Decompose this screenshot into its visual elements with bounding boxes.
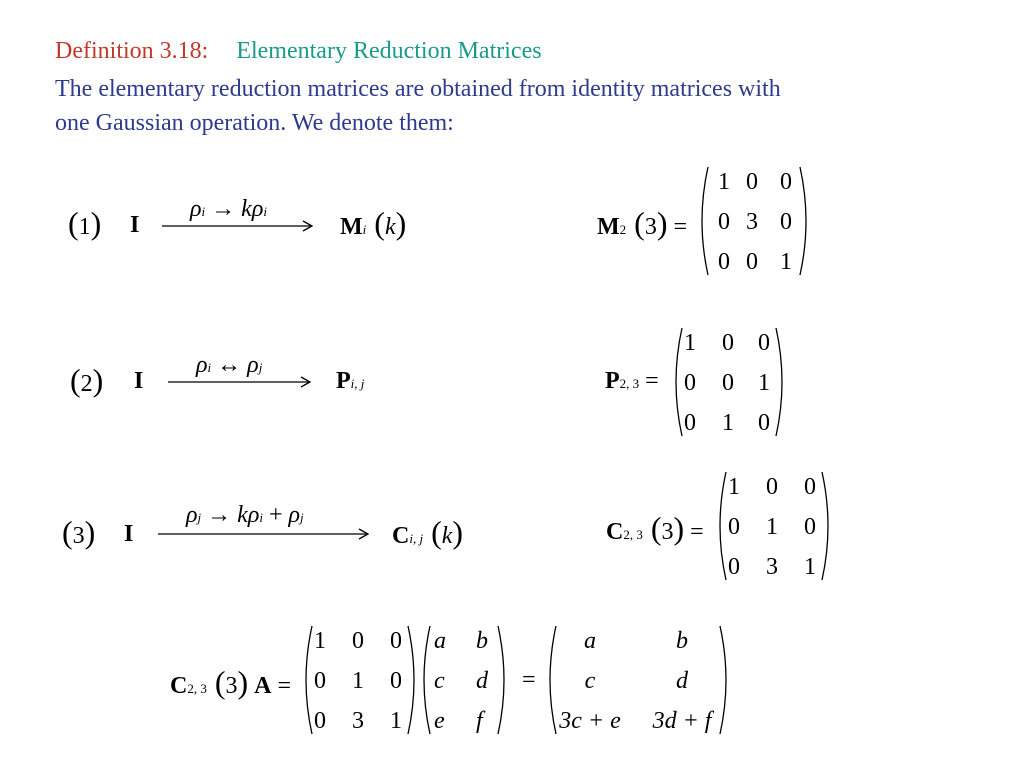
example-1-matrix [696, 165, 816, 277]
m3-r2c1: 3 [766, 554, 778, 580]
example-3-matrix [714, 470, 836, 582]
pa-r0c0: a [434, 628, 446, 654]
example-2-lhs: P2, 3 = [605, 368, 659, 394]
m3-r0c2: 0 [804, 474, 816, 500]
pc-r1c2: 0 [390, 668, 402, 694]
m3-r1c0: 0 [728, 514, 740, 540]
m1-r0c2: 0 [780, 169, 792, 195]
pc-r1c1: 1 [352, 668, 364, 694]
item-2-arrow [166, 376, 316, 388]
m2-r0c0: 1 [684, 330, 696, 356]
product-equals: = [522, 667, 536, 693]
item-1-number: (1) [68, 205, 102, 241]
pr-r2c0: 3c + e [559, 708, 621, 734]
m3-r0c0: 1 [728, 474, 740, 500]
product-matrix-c [300, 624, 420, 736]
item-1-arrow [160, 220, 320, 232]
item-2-number: (2) [70, 362, 104, 398]
pr-r1c1: d [676, 668, 688, 694]
item-1-identity: I [130, 212, 140, 238]
example-3-lhs: C2, 3 (3) = [606, 510, 704, 546]
product-matrix-a [420, 624, 510, 736]
pc-r1c0: 0 [314, 668, 326, 694]
pr-r2c1: 3d + f [652, 708, 712, 734]
m1-r0c1: 0 [746, 169, 758, 195]
pc-r0c1: 0 [352, 628, 364, 654]
intro-line-1: The elementary reduction matrices are obtained from identity matrices with [55, 76, 781, 102]
pa-r2c1: f [476, 708, 483, 734]
item-3-number: (3) [62, 514, 96, 550]
pc-r0c2: 0 [390, 628, 402, 654]
example-2-matrix [670, 326, 790, 438]
pc-r2c1: 3 [352, 708, 364, 734]
m3-r2c0: 0 [728, 554, 740, 580]
m3-r1c2: 0 [804, 514, 816, 540]
intro-line-2: one Gaussian operation. We denote them: [55, 110, 454, 136]
m1-r0c0: 1 [718, 169, 730, 195]
item-3-arrow [156, 528, 376, 540]
m1-r2c1: 0 [746, 249, 758, 275]
m2-r1c2: 1 [758, 370, 770, 396]
pr-r0c0: a [584, 628, 596, 654]
item-1-operation: ρi → kρi [190, 196, 267, 222]
pa-r1c1: d [476, 668, 488, 694]
definition-label: Definition 3.18 [55, 38, 202, 64]
item-2-result: Pi, j [336, 368, 365, 394]
m1-r2c2: 1 [780, 249, 792, 275]
pr-r0c1: b [676, 628, 688, 654]
m2-r1c1: 0 [722, 370, 734, 396]
m2-r2c2: 0 [758, 410, 770, 436]
m2-r0c1: 0 [722, 330, 734, 356]
m2-r2c0: 0 [684, 410, 696, 436]
pa-r2c0: e [434, 708, 445, 734]
pa-r0c1: b [476, 628, 488, 654]
m1-r1c0: 0 [718, 209, 730, 235]
item-3-result: Ci, j (k) [392, 514, 464, 550]
pc-r2c2: 1 [390, 708, 402, 734]
m3-r2c2: 1 [804, 554, 816, 580]
pa-r1c0: c [434, 668, 445, 694]
m2-r1c0: 0 [684, 370, 696, 396]
definition-colon: : [201, 38, 209, 64]
intro-paragraph [55, 72, 955, 140]
item-2-identity: I [134, 368, 144, 394]
m1-r2c0: 0 [718, 249, 730, 275]
example-1-lhs: M2 (3) = [597, 205, 688, 241]
m1-r1c1: 3 [746, 209, 758, 235]
definition-heading [55, 38, 542, 65]
definition-title: Elementary Reduction Matrices [236, 38, 542, 64]
pr-r1c0: c [584, 668, 596, 694]
m2-r0c2: 0 [758, 330, 770, 356]
m3-r0c1: 0 [766, 474, 778, 500]
m1-r1c2: 0 [780, 209, 792, 235]
pc-r0c0: 1 [314, 628, 326, 654]
item-2-operation: ρi ↔ ρj [196, 352, 263, 378]
m2-r2c1: 1 [722, 410, 734, 436]
item-3-identity: I [124, 521, 134, 547]
m3-r1c1: 1 [766, 514, 778, 540]
product-result-matrix [544, 624, 734, 736]
item-1-result: Mi (k) [340, 205, 407, 241]
product-lhs: C2, 3 (3) A = [170, 664, 292, 700]
pc-r2c0: 0 [314, 708, 326, 734]
item-3-operation: ρj → kρi + ρj [186, 502, 304, 528]
